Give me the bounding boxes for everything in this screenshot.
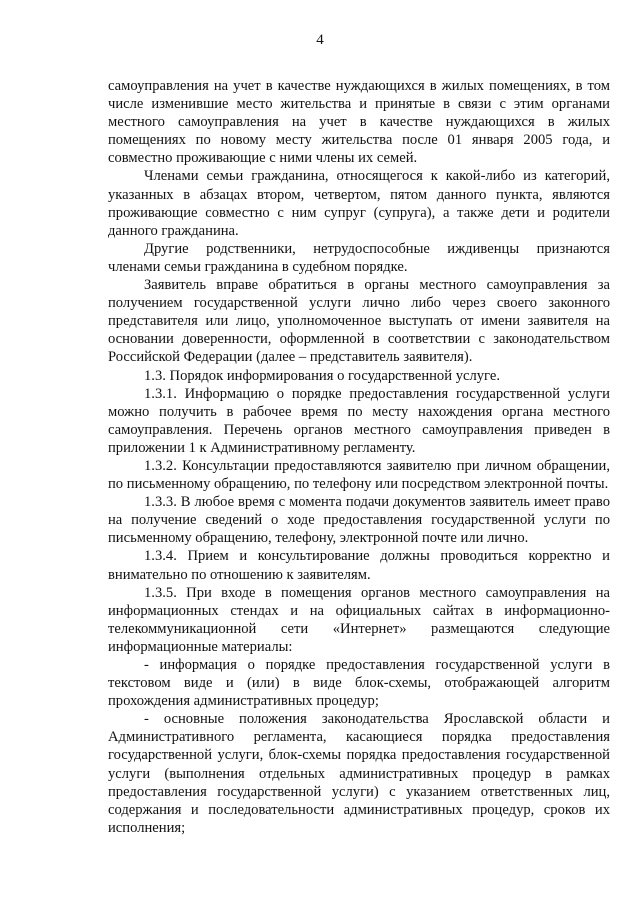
paragraph-other-relatives: Другие родственники, нетрудоспособные иждивенцы признаются членами семьи гражданина в судебном порядке. [108, 240, 610, 275]
section-heading-1-3: 1.3. Порядок информирования о государственной услуге. [144, 367, 500, 384]
list-item-procedure-info: - информация о порядке предоставления государственной услуги в текстовом виде и (или) в виде блок-схемы, отображающей алгоритм прохождения административных процедур; [108, 657, 610, 710]
paragraph-family-members: Членами семьи гражданина, относящегося к какой-либо из категорий, указанных в абзацах втором, четвертом, пятом данного пункта, являются проживающие совместно с ним супруг (супруга), а также дети и родители данного гражданина. [108, 168, 610, 239]
paragraph-1-3-3: 1.3.3. В любое время с момента подачи документов заявитель имеет право на получение сведений о ходе предоставления государственной услуги по письменному обращению, телефону, электронной почте или лично. [108, 494, 610, 547]
document-body [108, 77, 610, 837]
page-number: 4 [316, 32, 324, 48]
paragraph-1-3-1: 1.3.1. Информацию о порядке предоставления государственной услуги можно получить в рабочее время по месту нахождения органа местного самоуправления. Перечень органов местного самоуправления приведен в приложении 1 к Административному регламенту. [108, 385, 610, 456]
list-item-legislation: - основные положения законодательства Ярославской области и Административного регламента, касающиеся порядка предоставления государственной услуги, блок-схемы порядка предоставления государственной услуги (выполнения отдельных административных процедур в рамках предоставления государственной услуги) с указанием ответственных лиц, содержания и последовательности административных процедур, сроков их исполнения; [108, 711, 610, 836]
paragraph-1-3-4: 1.3.4. Прием и консультирование должны проводиться корректно и внимательно по отношению к заявителям. [108, 548, 610, 583]
paragraph-continuation: самоуправления на учет в качестве нуждающихся в жилых помещениях, в том числе изменившие место жительства и принятые в связи с этим органами местного самоуправления на учет в качестве нуждающихся в жилых помещениях по новому месту жительства после 01 января 2005 года, и совместно проживающие с ними члены их семей. [108, 78, 610, 167]
paragraph-1-3-5: 1.3.5. При входе в помещения органов местного самоуправления на информационных стендах и на официальных сайтах в информационно-телекоммуникационной сети «Интернет» размещаются следующие информационные материалы: [108, 584, 610, 655]
paragraph-1-3-2: 1.3.2. Консультации предоставляются заявителю при личном обращении, по письменному обращению, по телефону или посредством электронной почты. [108, 457, 610, 493]
paragraph-applicant-rights: Заявитель вправе обратиться в органы местного самоуправления за получением государственной услуги лично либо через своего законного представителя или лицо, уполномоченное выступать от имени заявителя на основании доверенности, оформленной в соответствии с законодательством Российской Федерации (далее – представитель заявителя). [108, 277, 610, 366]
